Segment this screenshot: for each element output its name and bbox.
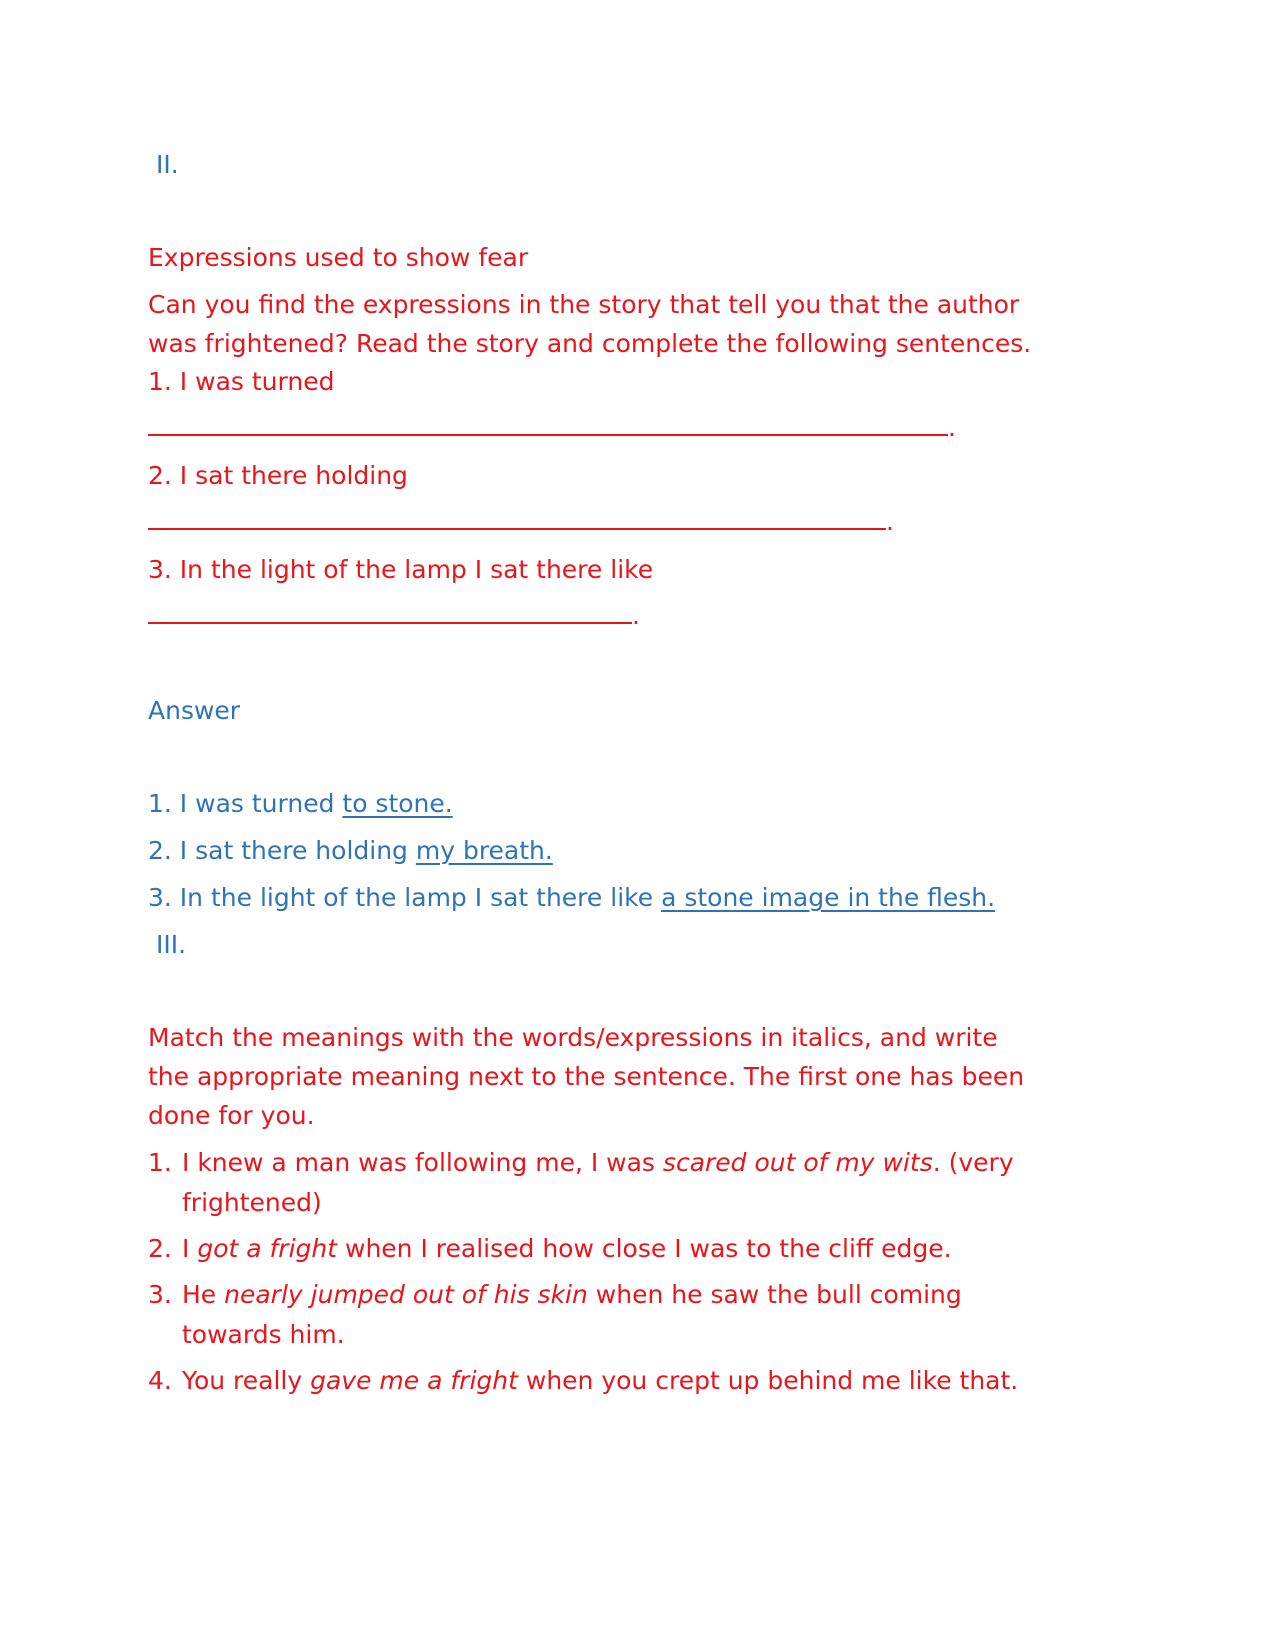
question-1-blank: . [148, 412, 956, 443]
question-3-blank: . [148, 600, 640, 631]
section-three-prompt-line-1: Match the meanings with the words/expressions in italics, and write [148, 1023, 998, 1052]
answer-item-1: 1. I was turned to stone. [148, 789, 453, 818]
list-item: 1. I knew a man was following me, I was scared out of my wits. (very frightened) [148, 1148, 1014, 1217]
section-three-prompt-line-3: done for you. [148, 1101, 315, 1130]
question-2-text: 2. I sat there holding [148, 461, 408, 490]
section-three-prompt-line-2: the appropriate meaning next to the sentence. The first one has been [148, 1062, 1025, 1091]
section-two-heading: Expressions used to show fear [148, 243, 529, 272]
answer-title: Answer [148, 696, 241, 725]
section-two-label: II. [156, 150, 179, 179]
list-item: 2. I got a fright when I realised how close I was to the cliff edge. [148, 1234, 952, 1263]
question-2-blank: . [148, 506, 894, 537]
answer-3-underlined: a stone image in the flesh. [661, 883, 996, 912]
question-1-text: 1. I was turned [148, 367, 335, 396]
answer-2-underlined: my breath. [415, 836, 553, 865]
section-three-label: III. [156, 930, 187, 959]
answer-1-underlined: to stone. [342, 789, 453, 818]
question-3-text: 3. In the light of the lamp I sat there like [148, 555, 654, 584]
list-item: 4. You really gave me a fright when you crept up behind me like that. [148, 1366, 1019, 1395]
answer-item-3: 3. In the light of the lamp I sat there like a stone image in the flesh. [148, 883, 996, 912]
list-item: 3. He nearly jumped out of his skin when he saw the bull coming towards him. [148, 1280, 962, 1349]
section-two-prompt-line-1: Can you find the expressions in the story that tell you that the author [148, 290, 1020, 319]
section-two-prompt-line-2: was frightened? Read the story and complete the following sentences. [148, 329, 1032, 358]
answer-item-2: 2. I sat there holding my breath. [148, 836, 553, 865]
